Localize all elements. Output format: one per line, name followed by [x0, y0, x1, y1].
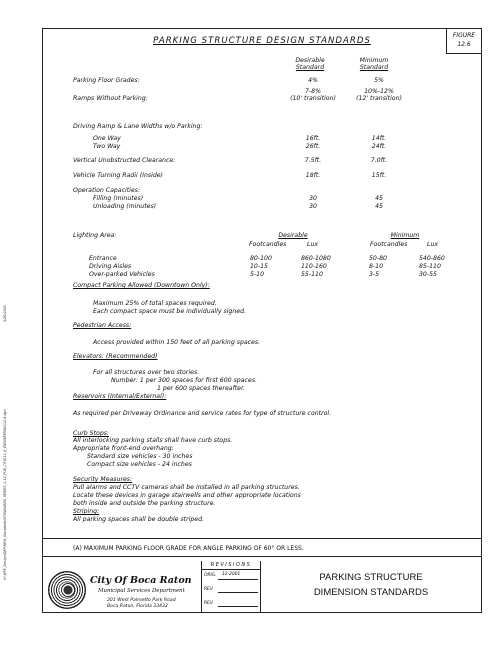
col-minimum-standard: Standard	[359, 64, 389, 71]
rev2-label: REV.	[204, 601, 214, 606]
striping-heading: Striping:	[73, 508, 100, 515]
clearance-desirable: 7.5ft.	[304, 157, 322, 164]
footnote: (A) MAXIMUM PARKING FLOOR GRADE FOR ANGLE PARKING OF 60° OR LESS.	[73, 545, 304, 552]
lighting-row-d-lux: 860-1080	[301, 255, 331, 262]
revisions-header: REVISIONS	[202, 561, 260, 570]
clearance-label: Vertical Unobstructed Clearance:	[73, 157, 176, 164]
sheet-title-line2: DIMENSION STANDARDS	[313, 587, 429, 598]
floor-grades-minimum: 5%	[374, 77, 384, 84]
elevators-line1: For all structures over two stories.	[93, 369, 200, 376]
minimum-footcandles-header: Footcandles	[370, 241, 408, 248]
ramps-desirable-note: (10' transition)	[290, 95, 336, 102]
elevators-line2: Number: 1 per 300 spaces for first 600 spaces.	[111, 377, 257, 384]
compact-heading: Compact Parking Allowed (Downtown Only):	[73, 282, 210, 289]
pedestrian-line1: Access provided within 150 feet of all parking spaces.	[93, 339, 261, 346]
filling-desirable: 30	[309, 195, 317, 202]
divider	[43, 538, 481, 539]
lighting-row-m-fc: 50-80	[369, 255, 387, 262]
address-line2: Boca Raton, Florida 33432	[107, 604, 168, 609]
city-name: City Of Boca Raton	[90, 575, 192, 586]
divider	[43, 556, 481, 557]
ramps-label: Ramps Without Parking:	[73, 95, 148, 102]
minimum-lux-header: Lux	[427, 241, 439, 248]
curb-line1: All interlocking parking stalls shall have curb stops.	[73, 437, 233, 444]
lighting-row-d-lux: 55-110	[301, 271, 323, 278]
filling-minimum: 45	[375, 195, 383, 202]
curb-line3: Standard size vehicles - 30 inches	[87, 453, 193, 460]
lighting-row-name: Over-parked Vehicles	[89, 271, 155, 278]
one-way-label: One Way	[93, 135, 121, 142]
one-way-minimum: 14ft.	[371, 135, 387, 142]
lighting-row-d-fc: 80-100	[250, 255, 272, 262]
ramps-minimum: 10%-12%	[364, 88, 394, 95]
filling-label: Filling (minutes)	[93, 195, 144, 202]
page-title: PARKING STRUCTURE DESIGN STANDARDS	[153, 36, 371, 46]
file-path: X:\WFE_Design\DEP\NEW_Standards\STANDARDS_SERIES_1-12_PUB_C\FIG12_6_ENGINEERING\12.6.dgn	[3, 409, 7, 580]
striping-line1: All parking spaces shall be double striped.	[73, 516, 205, 523]
turning-desirable: 18ft.	[305, 172, 321, 179]
lighting-row-m-fc: 8-10	[369, 263, 384, 270]
curb-heading: Curb Stops:	[73, 430, 110, 437]
compact-line2: Each compact space must be individually signed.	[93, 308, 246, 315]
driving-label: Driving Ramp & Lane Widths w/o Parking:	[73, 123, 203, 130]
desirable-footcandles-header: Footcandles	[249, 241, 287, 248]
col-minimum: Minimum	[359, 57, 389, 64]
two-way-label: Two Way	[93, 143, 121, 150]
curb-line2: Appropriate front-end overhang:	[73, 445, 174, 452]
clearance-minimum: 7.0ft.	[370, 157, 388, 164]
unloading-desirable: 30	[309, 203, 317, 210]
rev1-label: REV.	[204, 587, 214, 592]
security-heading: Security Measures:	[73, 476, 133, 483]
orig-value: 12-2001	[222, 572, 241, 577]
turning-label: Vehicle Turning Radii (Inside)	[73, 172, 163, 179]
lighting-row-name: Driving Aisles	[89, 263, 132, 270]
security-line3: both inside and outside the parking structure.	[73, 500, 216, 507]
desirable-lux-header: Lux	[307, 241, 319, 248]
figure-number: 12.6	[457, 41, 471, 48]
lighting-minimum: Minimum	[390, 232, 420, 239]
sheet-title-line1: PARKING STRUCTURE	[319, 572, 423, 583]
ramps-minimum-note: (12' transition)	[356, 95, 402, 102]
city-seal-logo	[48, 571, 86, 609]
turning-minimum: 15ft.	[371, 172, 387, 179]
lighting-row-m-lux: 85-110	[419, 263, 441, 270]
col-desirable: Desirable	[295, 57, 325, 64]
lighting-row-d-fc: 10-15	[250, 263, 268, 270]
unloading-minimum: 45	[375, 203, 383, 210]
security-line2: Locate these devices in garage stairwells and other appropriate locations	[73, 492, 301, 499]
one-way-desirable: 16ft.	[305, 135, 321, 142]
orig-label: ORIG.	[204, 573, 217, 578]
lighting-label: Lighting Area:	[73, 232, 117, 239]
lighting-row-m-fc: 3-5	[369, 271, 380, 278]
two-way-minimum: 24ft.	[371, 143, 387, 150]
operation-label: Operation Capacities:	[73, 187, 140, 194]
compact-line1: Maximum 25% of total spaces required.	[93, 300, 217, 307]
two-way-desirable: 26ft.	[305, 143, 321, 150]
drawing-sheet	[42, 28, 482, 613]
unloading-label: Unloading (minutes)	[93, 203, 157, 210]
lighting-row-name: Entrance	[89, 255, 117, 262]
lighting-desirable: Desirable	[278, 232, 308, 239]
floor-grades-desirable: 4%	[308, 77, 318, 84]
col-desirable-standard: Standard	[295, 64, 325, 71]
curb-line4: Compact size vehicles - 24 inches	[87, 461, 192, 468]
department: Municipal Services Department	[98, 588, 185, 594]
lighting-row-m-lux: 30-55	[419, 271, 437, 278]
figure-label: FIGURE	[452, 32, 476, 39]
reservoirs-line1: As required per Driveway Ordinance and service rates for type of structure control.	[73, 410, 332, 417]
pedestrian-heading: Pedestrian Access:	[73, 322, 132, 329]
revisions-box	[201, 561, 261, 613]
lighting-row-d-lux: 110-160	[301, 263, 327, 270]
security-line1: Pull alarms and CCTV cameras shall be installed in all parking structures.	[73, 484, 300, 491]
ramps-desirable: 7-8%	[305, 88, 321, 95]
lighting-row-d-fc: 5-10	[250, 271, 265, 278]
lighting-row-m-lux: 540-860	[419, 255, 445, 262]
address-line1: 201 West Palmetto Park Road	[107, 598, 176, 603]
reservoirs-heading: Reservoirs (Internal/External):	[73, 393, 167, 400]
floor-grades-label: Parking Floor Grades:	[73, 77, 140, 84]
elevators-heading: Elevators: (Recommended)	[73, 353, 158, 360]
elevators-line3: 1 per 600 spaces thereafter.	[157, 385, 245, 392]
plot-date: 4/26/2005	[3, 305, 7, 322]
